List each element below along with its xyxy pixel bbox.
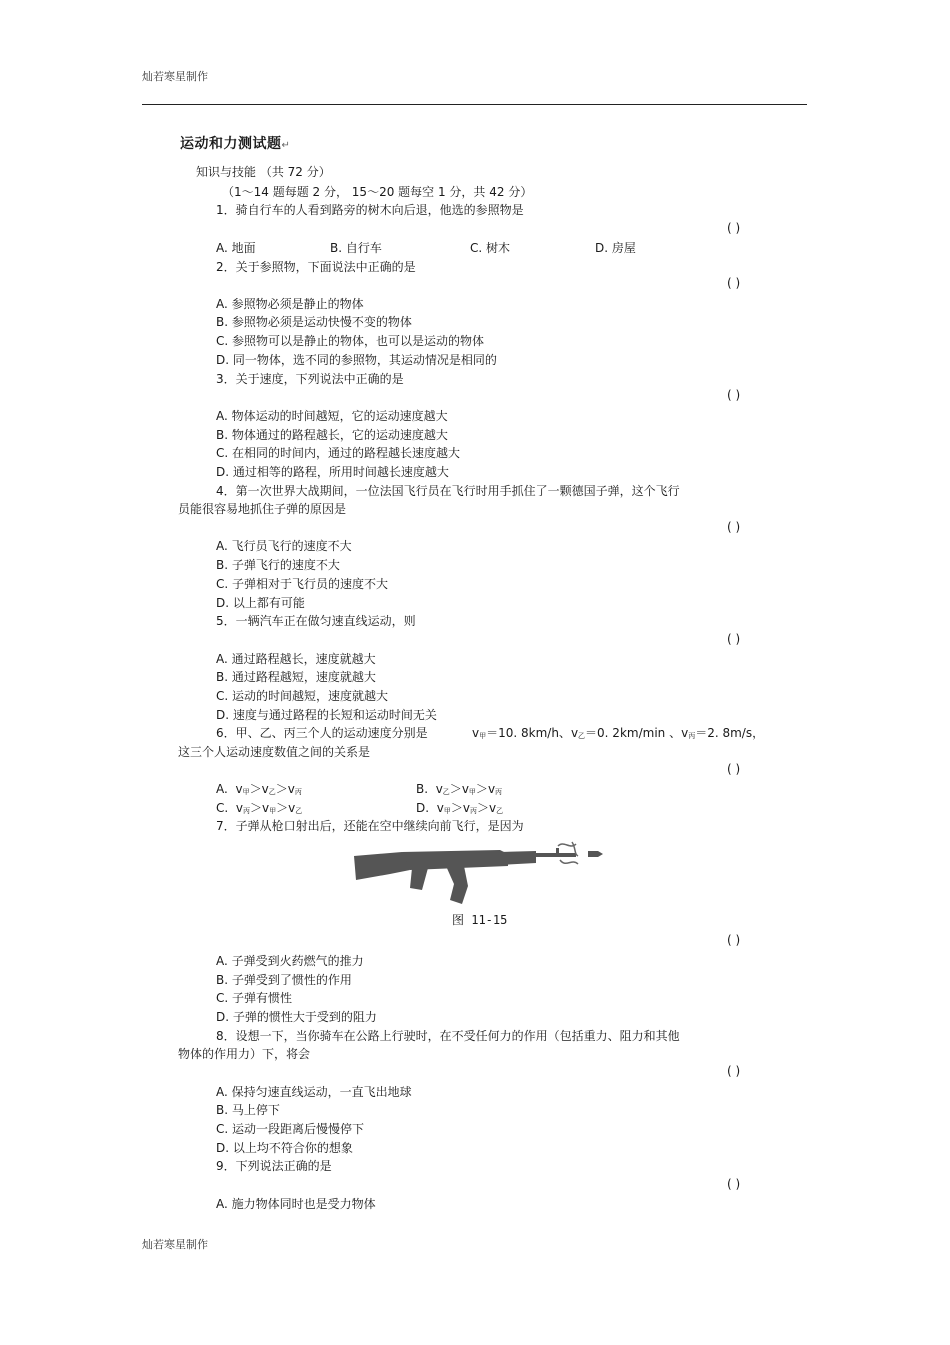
bullet-icon bbox=[588, 851, 603, 857]
rifle-barrel bbox=[534, 853, 576, 857]
q8-answer-bracket: ( ) bbox=[727, 1064, 741, 1078]
rifle-handguard bbox=[500, 851, 536, 865]
q1-stem: 1．骑自行车的人看到路旁的树木向后退，他选的参照物是 bbox=[216, 203, 524, 217]
section-heading: 知识与技能 （共 72 分） bbox=[196, 165, 331, 179]
q5-answer-bracket: ( ) bbox=[727, 632, 741, 646]
q4-option-a: A. 飞行员飞行的速度不大 bbox=[216, 539, 352, 553]
q6-stem: 6．甲、乙、丙三个人的运动速度分别是 bbox=[216, 726, 428, 740]
return-mark: ↵ bbox=[281, 140, 291, 151]
q5-option-a: A. 通过路程越长，速度就越大 bbox=[216, 652, 376, 666]
q2-stem: 2．关于参照物，下面说法中正确的是 bbox=[216, 260, 416, 274]
q9-option-a: A. 施力物体同时也是受力物体 bbox=[216, 1197, 376, 1211]
q1-answer-bracket: ( ) bbox=[727, 221, 741, 235]
q2-answer-bracket: ( ) bbox=[727, 276, 741, 290]
q6-option-d: D. $v_甲>v_丙>v_乙$ bbox=[416, 801, 504, 815]
q3-option-d: D. 通过相等的路程，所用时间越长速度越大 bbox=[216, 465, 449, 479]
rifle-figure bbox=[350, 838, 610, 910]
q7-option-d: D. 子弹的惯性大于受到的阻力 bbox=[216, 1010, 377, 1024]
q7-figure-caption: 图 11-15 bbox=[452, 913, 508, 927]
q3-stem: 3．关于速度，下列说法中正确的是 bbox=[216, 372, 404, 386]
q3-option-a: A. 物体运动的时间越短，它的运动速度越大 bbox=[216, 409, 448, 423]
q2-option-a: A. 参照物必须是静止的物体 bbox=[216, 297, 364, 311]
q7-option-a: A. 子弹受到火药燃气的推力 bbox=[216, 954, 364, 968]
q4-answer-bracket: ( ) bbox=[727, 520, 741, 534]
q5-option-b: B. 通过路程越短，速度就越大 bbox=[216, 670, 376, 684]
q6-velocities: $v_甲=10$. 8km/h、$v_乙=0$. 2km/min 、$v_丙=2$. 8m/s， bbox=[472, 726, 765, 740]
q3-option-c: C. 在相同的时间内，通过的路程越长速度越大 bbox=[216, 446, 461, 460]
q5-stem: 5．一辆汽车正在做匀速直线运动，则 bbox=[216, 614, 416, 628]
q6-option-b: B. $v_乙>v_甲>v_丙$ bbox=[416, 782, 503, 796]
q1-option-d: D. 房屋 bbox=[595, 241, 636, 255]
footer-maker: 灿若寒星制作 bbox=[142, 1238, 208, 1251]
q1-option-c: C. 树木 bbox=[470, 241, 511, 255]
q8-option-d: D. 以上均不符合你的想象 bbox=[216, 1141, 353, 1155]
q9-answer-bracket: ( ) bbox=[727, 1177, 741, 1191]
q3-answer-bracket: ( ) bbox=[727, 388, 741, 402]
q2-option-c: C. 参照物可以是静止的物体，也可以是运动的物体 bbox=[216, 334, 485, 348]
q1-option-a: A. 地面 bbox=[216, 241, 256, 255]
q7-option-c: C. 子弹有惯性 bbox=[216, 991, 293, 1005]
q6-stem-line2: 这三个人运动速度数值之间的关系是 bbox=[178, 745, 371, 759]
q4-stem-line1: 4．第一次世界大战期间，一位法国飞行员在飞行时用手抓住了一颗德国子弹，这个飞行 bbox=[216, 484, 680, 498]
page-title bbox=[180, 133, 290, 153]
rifle-stock bbox=[354, 852, 410, 880]
rifle-magazine bbox=[446, 866, 468, 904]
header-rule bbox=[142, 104, 807, 105]
rifle-grip bbox=[410, 868, 428, 890]
q6-option-a: A. $v_甲>v_乙>v_丙$ bbox=[216, 782, 302, 796]
header-maker: 灿若寒星制作 bbox=[142, 70, 208, 83]
q1-option-b: B. 自行车 bbox=[330, 241, 382, 255]
q2-option-b: B. 参照物必须是运动快慢不变的物体 bbox=[216, 315, 412, 329]
q6-answer-bracket: ( ) bbox=[727, 762, 741, 776]
q2-option-d: D. 同一物体，选不同的参照物，其运动情况是相同的 bbox=[216, 353, 497, 367]
q4-stem-line2: 员能很容易地抓住子弹的原因是 bbox=[178, 502, 347, 516]
title-text: 运动和力测试题 bbox=[180, 136, 282, 152]
q6-option-c: C. $v_丙>v_甲>v_乙$ bbox=[216, 801, 303, 815]
q8-stem-line1: 8．设想一下，当你骑车在公路上行驶时，在不受任何力的作用（包括重力、阻力和其他 bbox=[216, 1029, 680, 1043]
q7-stem: 7．子弹从枪口射出后，还能在空中继续向前飞行，是因为 bbox=[216, 819, 524, 833]
q4-option-c: C. 子弹相对于飞行员的速度不大 bbox=[216, 577, 389, 591]
q3-option-b: B. 物体通过的路程越长，它的运动速度越大 bbox=[216, 428, 448, 442]
q8-option-c: C. 运动一段距离后慢慢停下 bbox=[216, 1122, 365, 1136]
q4-option-d: D. 以上都有可能 bbox=[216, 596, 305, 610]
q9-stem: 9．下列说法正确的是 bbox=[216, 1159, 332, 1173]
q8-stem-line2: 物体的作用力）下，将会 bbox=[178, 1047, 311, 1061]
section-scoring: （1～14 题每题 2 分， 15～20 题每空 1 分，共 42 分） bbox=[222, 185, 533, 199]
q7-option-b: B. 子弹受到了惯性的作用 bbox=[216, 973, 352, 987]
q7-answer-bracket: ( ) bbox=[727, 933, 741, 947]
q5-option-c: C. 运动的时间越短，速度就越大 bbox=[216, 689, 389, 703]
q4-option-b: B. 子弹飞行的速度不大 bbox=[216, 558, 340, 572]
q8-option-b: B. 马上停下 bbox=[216, 1103, 280, 1117]
q5-option-d: D. 速度与通过路程的长短和运动时间无关 bbox=[216, 708, 437, 722]
rifle-front-sight bbox=[556, 848, 559, 854]
q8-option-a: A. 保持匀速直线运动，一直飞出地球 bbox=[216, 1085, 412, 1099]
